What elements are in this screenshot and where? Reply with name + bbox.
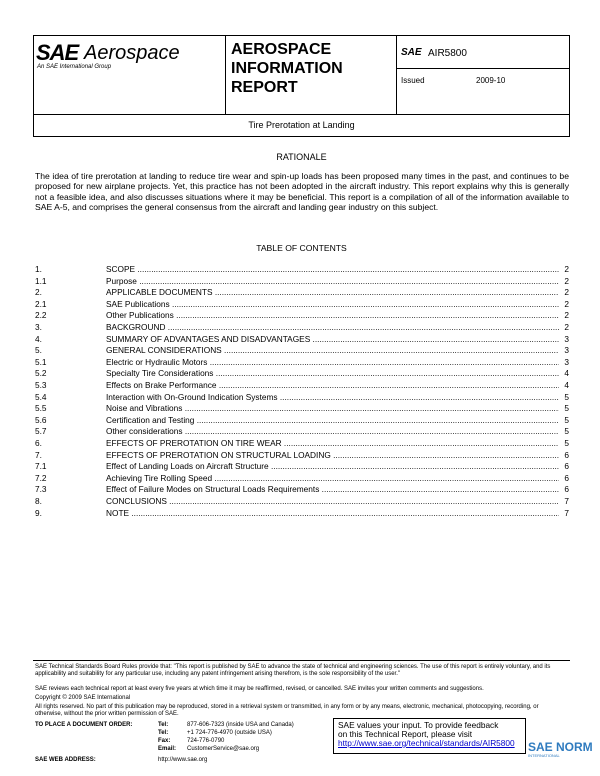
toc-entry-page: 6 bbox=[564, 484, 569, 495]
toc-entry-title: Noise and Vibrations ..... bbox=[106, 403, 559, 414]
tel-label: Tel: bbox=[158, 722, 169, 728]
toc-entry[interactable] bbox=[35, 357, 569, 368]
toc-entry-number: 5.1 bbox=[35, 356, 47, 367]
toc-entry[interactable] bbox=[35, 473, 569, 484]
toc-entry[interactable] bbox=[35, 484, 569, 495]
header-divider-1 bbox=[225, 35, 226, 115]
logo-tagline: An SAE International Group bbox=[37, 64, 112, 70]
feedback-line-1: SAE values your input. To provide feedback bbox=[338, 720, 499, 730]
web-value[interactable]: http://www.sae.org bbox=[158, 757, 208, 763]
toc-entry-title: Purpose ..... bbox=[106, 276, 559, 287]
document-title: Tire Prerotation at Landing bbox=[248, 120, 355, 130]
toc-entry[interactable] bbox=[35, 380, 569, 391]
toc-entry-title: APPLICABLE DOCUMENTS ..... bbox=[106, 287, 559, 298]
toc-entry-title: Certification and Testing ..... bbox=[106, 415, 559, 426]
toc-entry[interactable] bbox=[35, 287, 569, 298]
toc-entry-page: 5 bbox=[564, 403, 569, 414]
toc-entry-title: NOTE ..... bbox=[106, 508, 559, 519]
toc-entry[interactable] bbox=[35, 334, 569, 345]
toc-entry-page: 2 bbox=[564, 322, 569, 332]
toc-entry-title: Achieving Tire Rolling Speed ..... bbox=[106, 473, 559, 484]
issued-date: 2009-10 bbox=[476, 76, 506, 85]
email-label: Email: bbox=[158, 746, 177, 752]
toc-entry-page: 7 bbox=[564, 496, 569, 506]
toc-entry-title: Other Publications ..... bbox=[106, 310, 559, 321]
toc-entry-page: 2 bbox=[564, 298, 569, 309]
toc-entry-number: 9. bbox=[35, 507, 42, 518]
document-type bbox=[231, 40, 391, 97]
toc-entry-page: 2 bbox=[564, 287, 569, 298]
toc-entry-page: 5 bbox=[564, 414, 569, 425]
toc-entry[interactable] bbox=[35, 264, 569, 275]
toc-entry-page: 5 bbox=[564, 391, 569, 402]
toc-entry-page: 3 bbox=[564, 333, 569, 344]
toc-entry-page: 4 bbox=[564, 380, 569, 390]
toc-entry-title: Interaction with On-Ground Indication Systems ..... bbox=[106, 392, 559, 403]
sae-small-logo: SAE bbox=[401, 47, 422, 58]
toc-entry-title: Effect of Landing Loads on Aircraft Structure ..... bbox=[106, 461, 559, 472]
toc-entry[interactable] bbox=[35, 368, 569, 379]
sae-logo: SAE bbox=[36, 40, 79, 65]
toc-entry[interactable] bbox=[35, 496, 569, 507]
toc-entry[interactable] bbox=[35, 403, 569, 414]
toc-entry-page: 2 bbox=[564, 310, 569, 321]
tel-value: 877-606-7323 (inside USA and Canada) bbox=[187, 722, 294, 728]
doc-type-line-2: INFORMATION bbox=[231, 60, 343, 77]
doc-type-line-1: AEROSPACE bbox=[231, 41, 332, 58]
toc-entry-page: 5 bbox=[564, 426, 569, 437]
toc-entry-page: 6 bbox=[564, 472, 569, 483]
doc-type-line-3: REPORT bbox=[231, 79, 298, 96]
toc-entry-title: EFFECTS OF PREROTATION ON TIRE WEAR ..... bbox=[106, 438, 559, 449]
toc-entry-page: 6 bbox=[564, 461, 569, 472]
toc-entry-page: 2 bbox=[564, 275, 569, 286]
document-number: AIR5800 bbox=[428, 48, 467, 59]
toc-entry-number: 8. bbox=[35, 496, 42, 506]
toc-entry-number: 5.7 bbox=[35, 426, 47, 437]
toc-entry-page: 3 bbox=[564, 345, 569, 356]
toc-entry[interactable] bbox=[35, 310, 569, 321]
email-value[interactable]: CustomerService@sae.org bbox=[187, 746, 260, 752]
toc-entry-number: 5.6 bbox=[35, 414, 47, 425]
toc-entry[interactable] bbox=[35, 461, 569, 472]
tel2-label: Tel: bbox=[158, 730, 169, 736]
toc-entry-number: 5.2 bbox=[35, 368, 47, 379]
toc-entry-number: 5. bbox=[35, 345, 42, 356]
feedback-box bbox=[333, 718, 526, 754]
toc-entry-number: 7.3 bbox=[35, 484, 47, 495]
toc-entry-page: 6 bbox=[564, 449, 569, 460]
toc-entry-number: 2. bbox=[35, 287, 42, 298]
rationale-text: The idea of tire prerotation at landing to reduce tire wear and spin-up loads has been proposed many times in the past, and continues to be proposed for new airplane projects. Yet, this practice has not been adopted in the aircraft industry. This report explains why this is generally not a feasible idea, and also discusses situations where it may be beneficial. This report is a compilation of all of the information available to SAE A-5, and comprises the general consensus from the aircraft and landing gear industry on this subject. bbox=[35, 171, 569, 212]
footer-rule bbox=[33, 660, 570, 661]
sae-norm-watermark: SAE NORM bbox=[528, 740, 593, 754]
toc-entry-number: 4. bbox=[35, 333, 42, 344]
sae-norm-subtext: INTERNATIONAL bbox=[528, 753, 560, 758]
toc-entry[interactable] bbox=[35, 450, 569, 461]
toc-heading: TABLE OF CONTENTS bbox=[256, 243, 347, 253]
issued-label: Issued bbox=[401, 76, 425, 85]
rationale-heading: RATIONALE bbox=[276, 152, 327, 162]
footer-copyright: Copyright © 2009 SAE International bbox=[35, 695, 131, 701]
toc-entry[interactable] bbox=[35, 299, 569, 310]
toc-entry-number: 7. bbox=[35, 449, 42, 460]
toc-entry-number: 5.4 bbox=[35, 391, 47, 402]
footer-rules-text: SAE Technical Standards Board Rules provide that: "This report is published by SAE to advance the state of technical and engineering sciences. The use of this report is entirely voluntary, and its applicability and suitability for any particular use, including any patent infringement arising therefrom, is the sole responsibility of the user." bbox=[35, 664, 551, 677]
toc-entry-page: 5 bbox=[564, 438, 569, 448]
header-divider-3 bbox=[396, 68, 570, 69]
toc-entry-number: 1.1 bbox=[35, 275, 47, 286]
toc-entry-title: Electric or Hydraulic Motors ..... bbox=[106, 357, 559, 368]
toc-entry[interactable] bbox=[35, 426, 569, 437]
fax-label: Fax: bbox=[158, 738, 171, 744]
toc-entry-title: BACKGROUND ..... bbox=[106, 322, 559, 333]
toc-entry[interactable] bbox=[35, 508, 569, 519]
feedback-link[interactable]: http://www.sae.org/technical/standards/AIR5800 bbox=[338, 738, 515, 748]
toc-entry-number: 5.3 bbox=[35, 380, 47, 390]
toc-entry-title: Effect of Failure Modes on Structural Loads Requirements ..... bbox=[106, 484, 559, 495]
toc-entry-title: Specialty Tire Considerations ..... bbox=[106, 368, 559, 379]
toc-entry-title: SUMMARY OF ADVANTAGES AND DISADVANTAGES ..... bbox=[106, 334, 559, 345]
toc-entry[interactable] bbox=[35, 276, 569, 287]
toc-entry-page: 7 bbox=[564, 507, 569, 518]
header-divider-2 bbox=[396, 35, 397, 115]
toc-entry-number: 6. bbox=[35, 438, 42, 448]
toc-entry-number: 2.1 bbox=[35, 298, 47, 309]
toc-entry-number: 1. bbox=[35, 264, 42, 274]
toc-entry-title: SAE Publications ..... bbox=[106, 299, 559, 310]
toc-entry-page: 4 bbox=[564, 368, 569, 379]
toc-entry[interactable] bbox=[35, 322, 569, 333]
toc-entry-page: 3 bbox=[564, 356, 569, 367]
toc-entry-title: GENERAL CONSIDERATIONS ..... bbox=[106, 345, 559, 356]
toc-entry-number: 5.5 bbox=[35, 403, 47, 414]
toc-entry-title: EFFECTS OF PREROTATION ON STRUCTURAL LOADING ..... bbox=[106, 450, 559, 461]
toc-entry-number: 3. bbox=[35, 322, 42, 332]
fax-value: 724-776-0790 bbox=[187, 738, 225, 744]
tel2-value: +1 724-776-4970 (outside USA) bbox=[187, 730, 272, 736]
toc-entry-title: SCOPE ..... bbox=[106, 264, 559, 275]
toc-entry-page: 2 bbox=[564, 264, 569, 274]
order-label: TO PLACE A DOCUMENT ORDER: bbox=[35, 722, 133, 728]
aerospace-logo-text: Aerospace bbox=[84, 42, 180, 64]
toc-entry-title: Effects on Brake Performance ..... bbox=[106, 380, 559, 391]
toc-entry-number: 7.1 bbox=[35, 461, 47, 472]
toc-entry-title: Other considerations ..... bbox=[106, 426, 559, 437]
footer-review-text: SAE reviews each technical report at least every five years at which time it may be reaffirmed, revised, or cancelled. SAE invites your written comments and suggestions. bbox=[35, 686, 484, 692]
toc-entry[interactable] bbox=[35, 345, 569, 356]
web-label: SAE WEB ADDRESS: bbox=[35, 757, 96, 763]
toc-entry[interactable] bbox=[35, 415, 569, 426]
toc-entry[interactable] bbox=[35, 392, 569, 403]
toc-entry-number: 7.2 bbox=[35, 472, 47, 483]
toc-entry[interactable] bbox=[35, 438, 569, 449]
toc-entry-title: CONCLUSIONS ..... bbox=[106, 496, 559, 507]
footer-rights-text: All rights reserved. No part of this publication may be reproduced, stored in a retrieval system or transmitted, in any form or by any means, electronic, mechanical, photocopying, recording, or otherwise, without the prior written permission of SAE. bbox=[35, 704, 539, 717]
feedback-line-2: on this Technical Report, please visit bbox=[338, 729, 473, 739]
toc-entry-number: 2.2 bbox=[35, 310, 47, 321]
